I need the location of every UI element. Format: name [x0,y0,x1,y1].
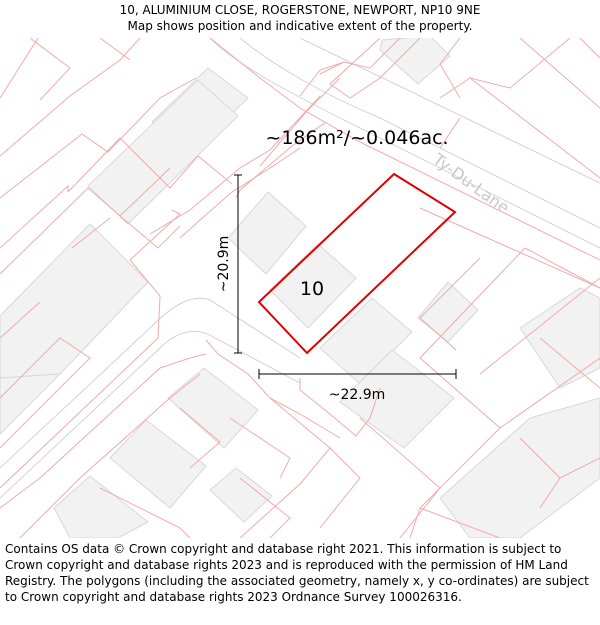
plot-number-label: 10 [299,278,325,300]
dimension-vertical-label: ~20.9m [216,235,232,293]
property-map[interactable] [0,38,600,538]
dimension-horizontal-label: ~22.9m [328,387,386,403]
map-subtitle: Map shows position and indicative extent of the property. [127,19,473,33]
map-attribution: Contains OS data © Crown copyright and database right 2021. This information is subject to Crown copyright and database rights 2023 and is reproduced with the permission of HM Land Registry. The polygons (including the associated geometry, namely x, y co-ordinates) are subject to Crown copyright and database rights 2023 Ordnance Survey 100026316. [5,542,589,604]
area-label: ~186m²/~0.046ac. [265,127,449,149]
property-address: 10, ALUMINIUM CLOSE, ROGERSTONE, NEWPORT, NP10 9NE [119,3,481,17]
map-header [0,0,600,38]
street-name-label: Ty-Du-Lane [429,149,513,218]
